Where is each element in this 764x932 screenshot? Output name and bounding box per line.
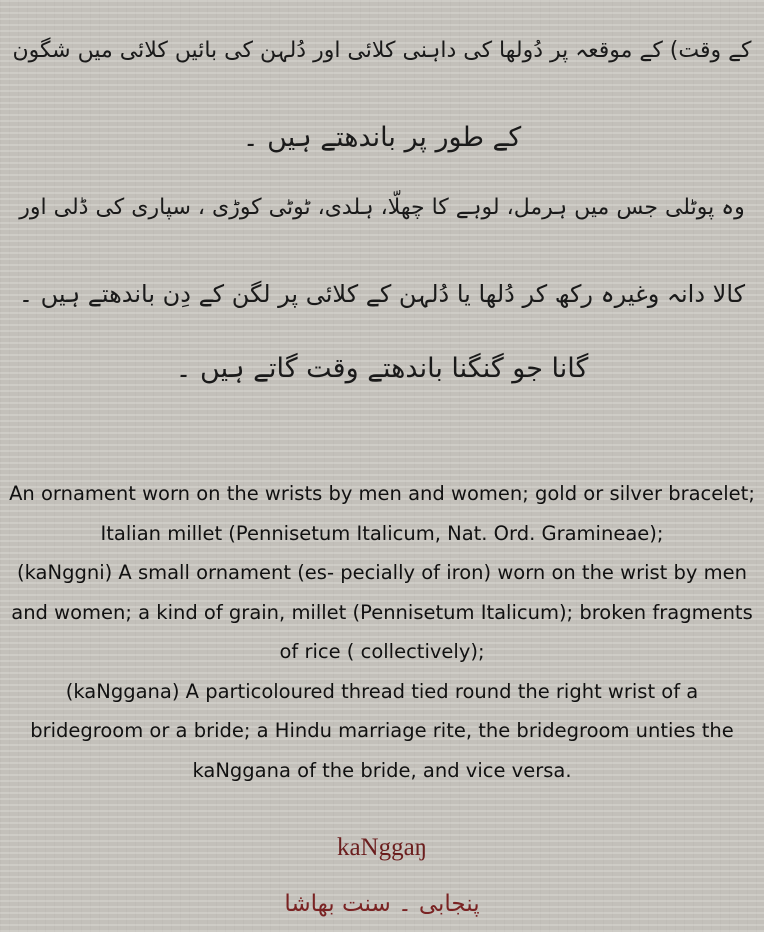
urdu-line-5: گانا جو گنگنا باندھتے وقت گاتے ہیں ۔ (175, 353, 589, 384)
urdu-line-4: کالا دانہ وغیرہ رکھ کر دُلھا یا دُلہن کے کلائی پر لگن کے دِن باندھتے ہیں ۔ (18, 280, 746, 308)
urdu-line-3: وہ پوٹلی جس میں ہرمل، لوہے کا چھلّا، ہلدی، ٹوٹی کوڑی ، سپاری کی ڈلی اور (19, 195, 745, 220)
headword-romanized: kaNggaŋ (336, 834, 428, 861)
definition-3: (kaNggana) A particoloured thread tied round the right wrist of a bridegroom or a bride; a Hindu marriage rite, the bridegroom unties the kaNggana of the bride, and vice versa. (30, 679, 734, 782)
urdu-line-1: کے وقت) کے موقعہ پر دُولھا کی داہنی کلائی اور دُلہن کی بائیں کلائی میں شگون (12, 38, 752, 63)
footer-brand: پنجابی ۔ سنت بھاشا (284, 891, 480, 917)
definition-1: An ornament worn on the wrists by men and women; gold or silver bracelet; Italian millet (Pennisetum Italicum, Nat. Ord. Gramineae); (9, 482, 755, 545)
urdu-line-2: کے طور پر باندھتے ہیں ۔ (242, 122, 522, 153)
definition-2: (kaNggni) A small ornament (es- pecially of iron) worn on the wrist by men and women; a kind of grain, millet (Pennisetum Italicum); broken fragments of rice ( collectively); (11, 561, 753, 663)
english-definitions (8, 474, 756, 790)
